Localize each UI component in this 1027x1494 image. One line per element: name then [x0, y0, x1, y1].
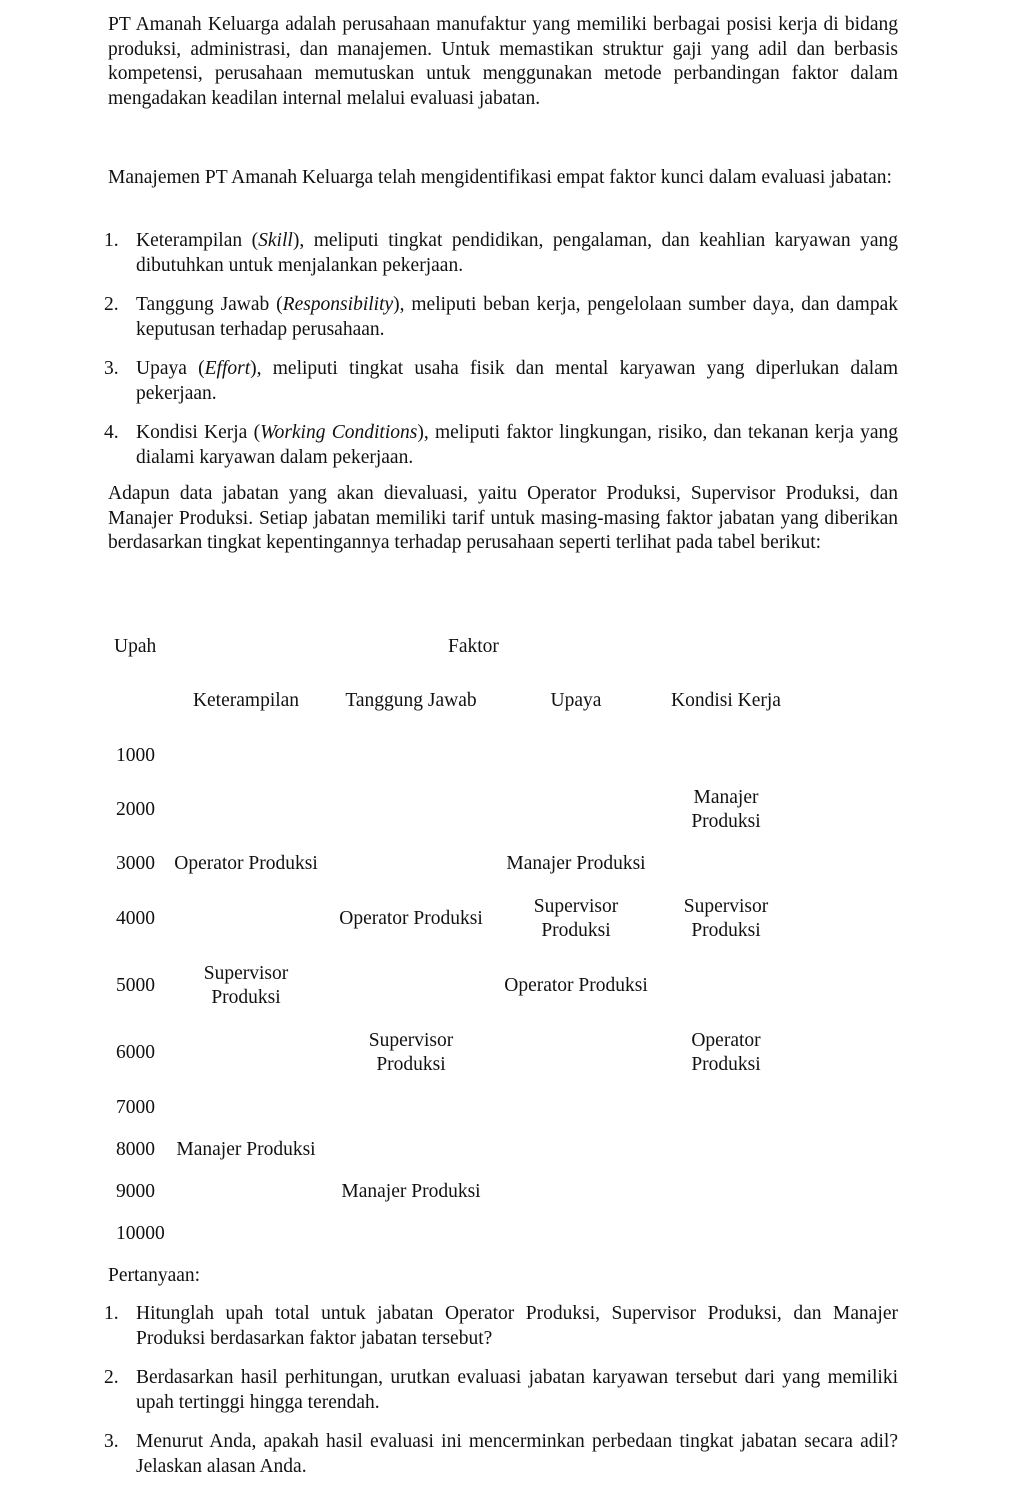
factor-name: Keterampilan	[136, 230, 243, 251]
wage-row-label: 7000	[116, 1097, 155, 1118]
question-number: 2.	[104, 1367, 119, 1388]
question-text: Menurut Anda, apakah hasil evaluasi ini mencerminkan perbedaan tingkat jabatan secara adil? Jelaskan alasan Anda.	[136, 1431, 898, 1477]
table-cell: Supervisor Produksi	[203, 963, 289, 1008]
table-cell: Manajer Produksi	[176, 1139, 316, 1160]
wage-row-label: 10000	[116, 1223, 165, 1244]
question-number: 1.	[104, 1303, 119, 1324]
factor-number: 3.	[104, 358, 119, 379]
factor-description: , meliputi tingkat pendidikan, pengalaman, dan keahlian karyawan yang dibutuhkan untuk menjalankan pekerjaan.	[136, 230, 898, 276]
upah-header: Upah	[114, 636, 157, 657]
factor-item: 3. Upaya (Effort), meliputi tingkat usaha fisik dan mental karyawan yang diperlukan dalam pekerjaan.	[104, 358, 898, 404]
factor-name: Kondisi Kerja	[136, 422, 248, 443]
question-item	[104, 1366, 898, 1415]
question-list	[104, 1302, 898, 1494]
factor-description: , meliputi beban kerja, pengelolaan sumber daya, dan dampak keputusan terhadap perusahaan.	[136, 294, 898, 340]
intro-paragraph: PT Amanah Keluarga adalah perusahaan manufaktur yang memiliki berbagai posisi kerja di bidang produksi, administrasi, dan manajemen. Untuk memastikan struktur gaji yang adil dan berbasis kompetensi, perusahaan memutuskan untuk menggunakan metode perbandingan faktor dalam mengadakan keadilan internal melalui evaluasi jabatan.	[108, 14, 898, 109]
table-cell: Supervisor Produksi	[533, 896, 619, 941]
factor-english: Responsibility	[282, 294, 394, 315]
question-item	[104, 1430, 898, 1479]
column-header: Tanggung Jawab	[345, 690, 477, 711]
question-number: 3.	[104, 1431, 119, 1452]
factor-item: 2. Tanggung Jawab (Responsibility), meliputi beban kerja, pengelolaan sumber daya, dan dampak keputusan terhadap perusahaan.	[104, 294, 898, 340]
wage-row-label: 2000	[116, 799, 155, 820]
question-item	[104, 1302, 898, 1351]
table-cell: Operator Produksi	[691, 1030, 761, 1075]
table-cell: Manajer Produksi	[341, 1181, 481, 1202]
wage-row-label: 3000	[116, 853, 155, 874]
factor-english: Skill	[258, 230, 293, 251]
factor-english: Working Conditions	[260, 422, 418, 443]
table-cell: Supervisor Produksi	[683, 896, 769, 941]
factor-number: 1.	[104, 230, 119, 251]
questions-title: Pertanyaan:	[108, 1265, 201, 1286]
question-text: Hitunglah upah total untuk jabatan Operator Produksi, Supervisor Produksi, dan Manajer Produksi berdasarkan faktor jabatan tersebut?	[136, 1303, 898, 1349]
table-cell: Operator Produksi	[339, 908, 483, 929]
question-text: Berdasarkan hasil perhitungan, urutkan evaluasi jabatan karyawan tersebut dari yang memiliki upah tertinggi hingga terendah.	[136, 1367, 898, 1413]
factor-english: Effort	[204, 358, 251, 379]
table-cell: Supervisor Produksi	[368, 1030, 454, 1075]
wage-row-label: 6000	[116, 1042, 155, 1063]
factor-number: 4.	[104, 422, 119, 443]
factors-intro-paragraph: Manajemen PT Amanah Keluarga telah mengidentifikasi empat faktor kunci dalam evaluasi jabatan:	[108, 167, 892, 188]
factor-description: , meliputi faktor lingkungan, risiko, dan tekanan kerja yang dialami karyawan dalam pekerjaan.	[136, 422, 898, 468]
table-cell: Operator Produksi	[504, 975, 648, 996]
table-cell: Operator Produksi	[174, 853, 318, 874]
wage-row-label: 9000	[116, 1181, 155, 1202]
data-paragraph: Adapun data jabatan yang akan dievaluasi, yaitu Operator Produksi, Supervisor Produksi, dan Manajer Produksi. Setiap jabatan memiliki tarif untuk masing-masing faktor jabatan yang diberikan berdasarkan tingkat kepentingannya terhadap perusahaan seperti terlihat pada tabel berikut:	[108, 483, 898, 553]
factor-item: 4. Kondisi Kerja (Working Conditions), meliputi faktor lingkungan, risiko, dan tekanan kerja yang dialami karyawan dalam pekerjaan.	[104, 422, 898, 468]
column-header: Keterampilan	[192, 690, 300, 711]
factor-description: , meliputi tingkat usaha fisik dan mental karyawan yang diperlukan dalam pekerjaan.	[136, 358, 898, 404]
column-header: Kondisi Kerja	[671, 690, 781, 711]
column-header: Upaya	[550, 690, 602, 711]
factor-item: 1. Keterampilan (Skill), meliputi tingkat pendidikan, pengalaman, dan keahlian karyawan yang dibutuhkan untuk menjalankan pekerjaan.	[104, 230, 898, 276]
wage-row-label: 5000	[116, 975, 155, 996]
wage-row-label: 4000	[116, 908, 155, 929]
factor-number: 2.	[104, 294, 119, 315]
wage-row-label: 1000	[116, 745, 155, 766]
table-cell: Manajer Produksi	[506, 853, 646, 874]
factor-list	[104, 229, 898, 485]
faktor-header: Faktor	[448, 636, 499, 657]
wage-row-label: 8000	[116, 1139, 155, 1160]
factor-name: Tanggung Jawab	[136, 294, 270, 315]
table-cell: Manajer Produksi	[691, 787, 761, 832]
factor-name: Upaya	[136, 358, 187, 379]
